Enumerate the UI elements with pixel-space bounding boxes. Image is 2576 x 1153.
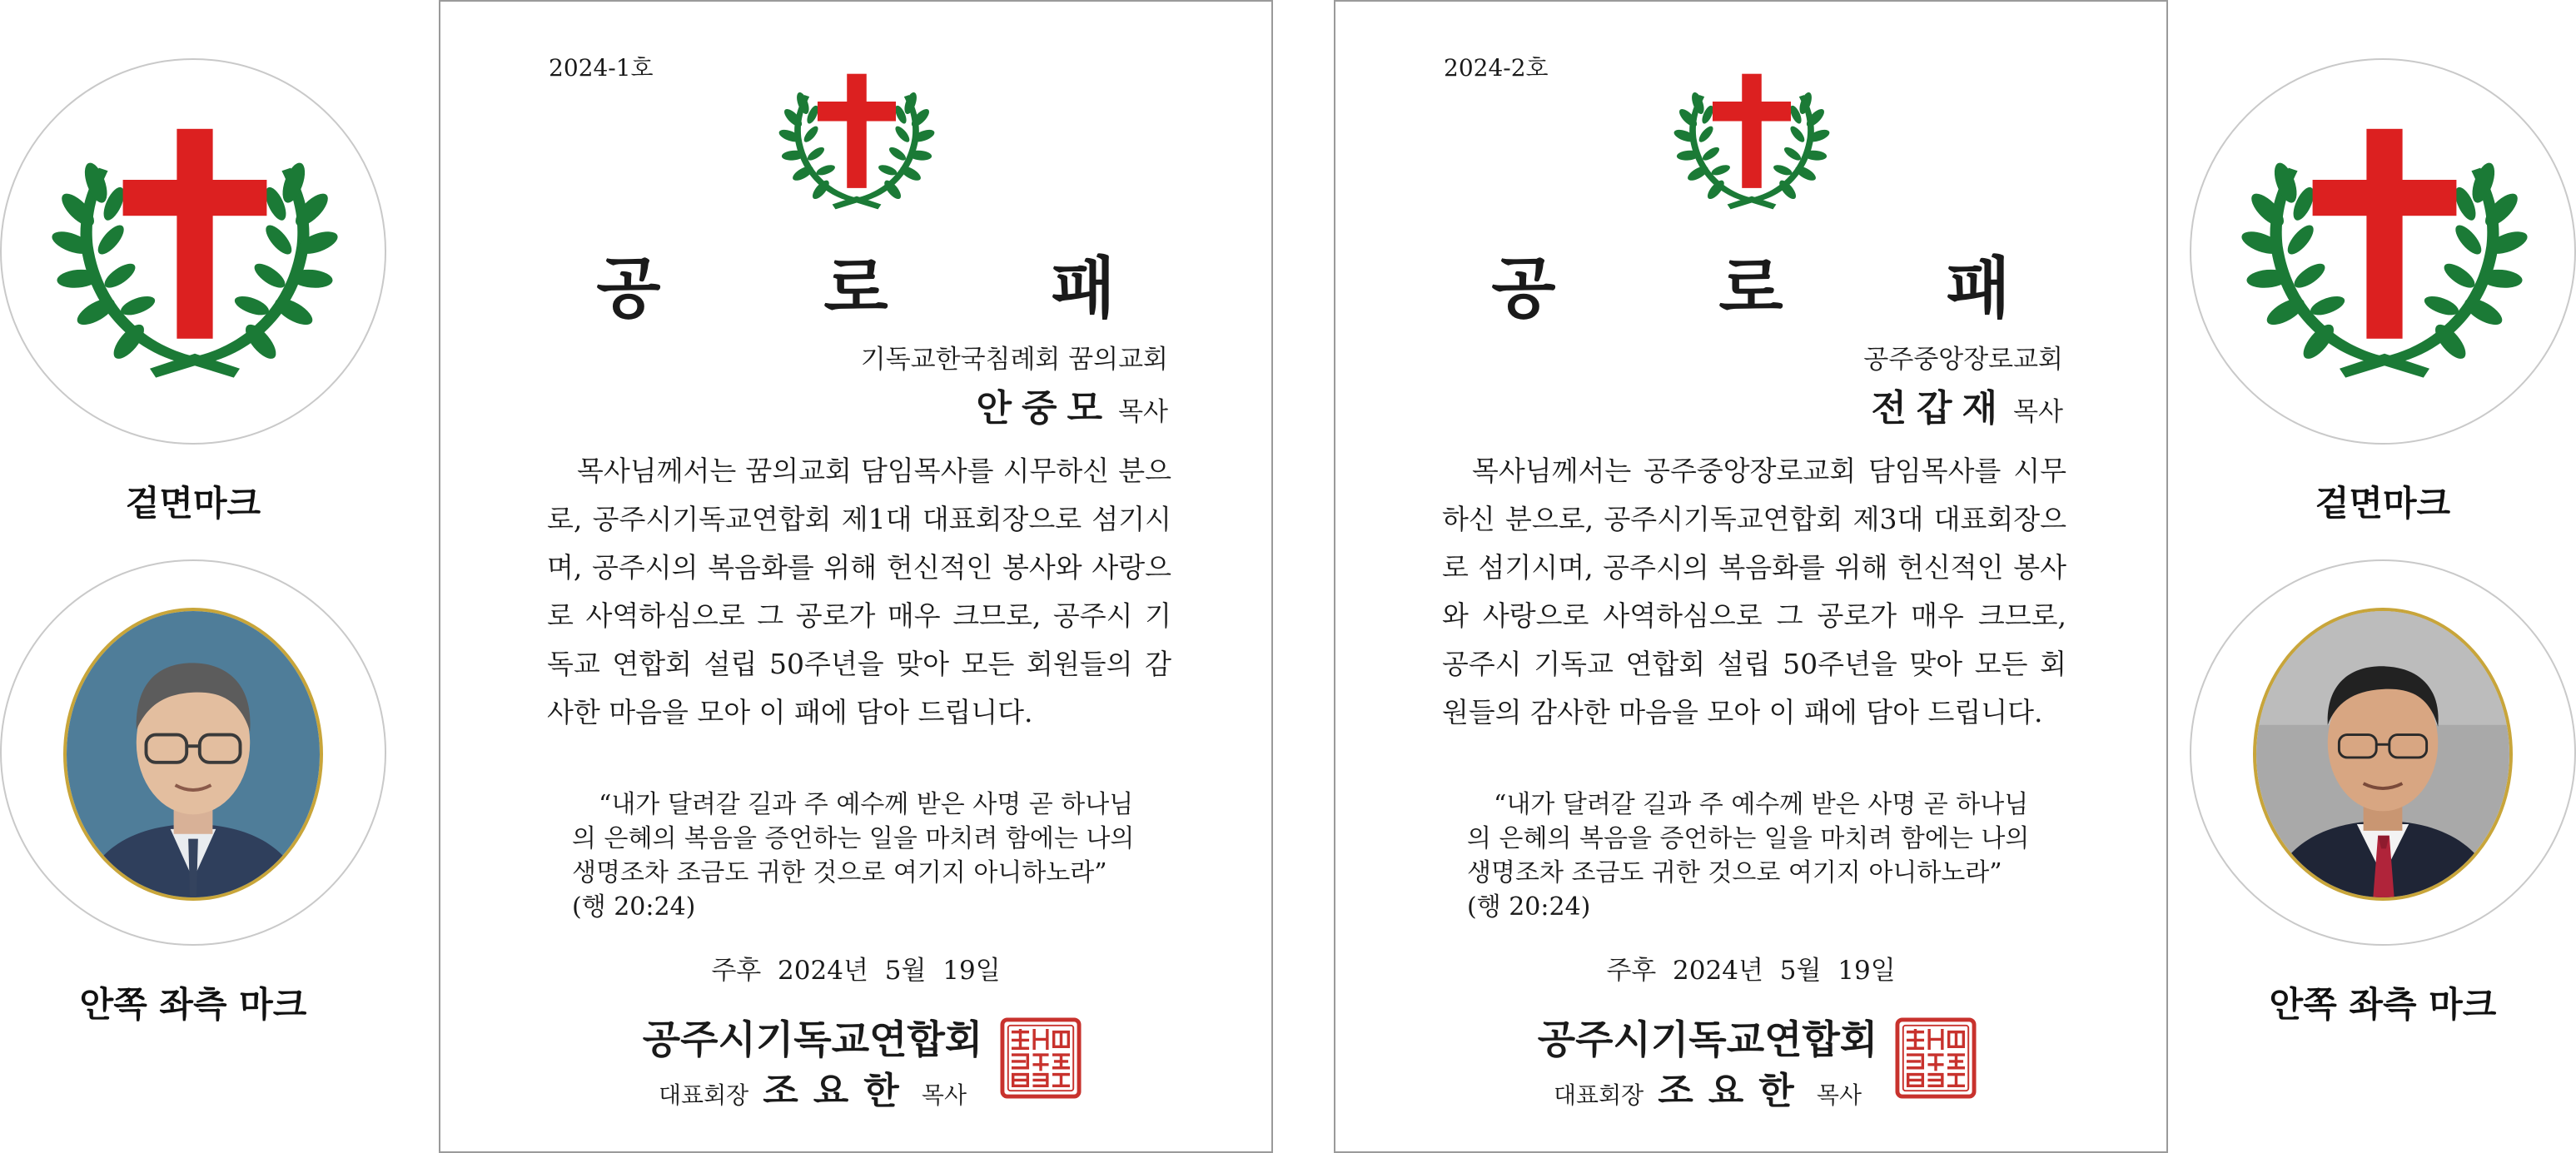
signer-line	[440, 1061, 1271, 1114]
plaque-title: 공 로 패	[1491, 250, 2081, 327]
outer-mark-label-right: 겉면마크	[2315, 483, 2451, 524]
recipient-line	[1871, 378, 2063, 431]
citation-body: 목사님께서는 공주중앙장로교회 담임목사를 시무하신 분으로, 공주시기독교연합회 제3대 대표회장으로 섬기시며, 공주시의 복음화를 위해 헌신적인 봉사와 사랑으로 사역하심으로 그 공로가 매우 크므로, 공주시 기독교 연합회 설립 50주년을 맞아 모든 회원들의 감사한 마음을 모아 이 패에 담아 드립니다.	[1442, 455, 2066, 728]
plaque-number: 2024-2호	[1444, 54, 1549, 82]
recipient-organization: 기독교한국침례회 꿈의교회	[860, 345, 1168, 375]
inner-mark-circle-right	[2190, 559, 2576, 946]
recipient-title: 목사	[1118, 397, 1168, 427]
outer-mark-circle-left	[0, 58, 386, 445]
plaque-title: 공 로 패	[596, 250, 1186, 327]
portrait-photo-right	[2253, 608, 2513, 901]
signer-title: 목사	[1816, 1081, 1862, 1109]
inner-mark-label-left: 안쪽 좌측 마크	[79, 984, 307, 1025]
scripture-quote: “내가 달려갈 길과 주 예수께 받은 사명 곧 하나님의 은혜의 복음을 증언하는 일을 마치려 함에는 나의 생명조차 조금도 귀한 것으로 여기지 아니하노라” (행 20:24)	[1467, 790, 2030, 922]
recipient-name: 전갑재	[1871, 387, 2007, 430]
recipient-line	[976, 378, 1168, 431]
signer-line	[1335, 1061, 2166, 1114]
recipient-title: 목사	[2013, 397, 2063, 427]
plaque-1	[439, 0, 1273, 1153]
scripture-quote: “내가 달려갈 길과 주 예수께 받은 사명 곧 하나님의 은혜의 복음을 증언하는 일을 마치려 함에는 나의 생명조차 조금도 귀한 것으로 여기지 아니하노라” (행 20:24)	[572, 790, 1135, 922]
recipient-name: 안중모	[976, 387, 1112, 430]
seal-stamp-icon	[1895, 1017, 1977, 1099]
inner-mark-circle-left	[0, 559, 386, 946]
cross-emblem-icon	[775, 68, 938, 216]
cross-emblem-icon	[2235, 120, 2534, 390]
plaque-number: 2024-1호	[549, 54, 654, 82]
signer-title: 목사	[921, 1081, 967, 1109]
outer-mark-label-left: 겉면마크	[125, 483, 261, 524]
signer-role: 대표회장	[658, 1081, 749, 1109]
cross-emblem-icon	[1670, 68, 1833, 216]
outer-mark-circle-right	[2190, 58, 2576, 445]
inner-mark-label-right: 안쪽 좌측 마크	[2269, 984, 2497, 1025]
cross-emblem-icon	[45, 120, 345, 390]
signer-name: 조요한	[1658, 1070, 1809, 1112]
award-date: 주후 2024년 5월 19일	[1606, 956, 1896, 986]
citation-body: 목사님께서는 꿈의교회 담임목사를 시무하신 분으로, 공주시기독교연합회 제1대 대표회장으로 섬기시며, 공주시의 복음화를 위해 헌신적인 봉사와 사랑으로 사역하심으로 그 공로가 매우 크므로, 공주시 기독교 연합회 설립 50주년을 맞아 모든 회원들의 감사한 마음을 모아 이 패에 담아 드립니다.	[547, 455, 1171, 728]
plaque-2	[1334, 0, 2168, 1153]
signer-role: 대표회장	[1553, 1081, 1644, 1109]
issuing-organization: 공주시기독교연합회	[642, 1017, 983, 1063]
award-date: 주후 2024년 5월 19일	[711, 956, 1001, 986]
seal-stamp-icon	[1000, 1017, 1082, 1099]
portrait-photo-left	[63, 608, 323, 901]
issuing-organization: 공주시기독교연합회	[1537, 1017, 1878, 1063]
recipient-organization: 공주중앙장로교회	[1863, 345, 2063, 375]
signer-name: 조요한	[763, 1070, 914, 1112]
